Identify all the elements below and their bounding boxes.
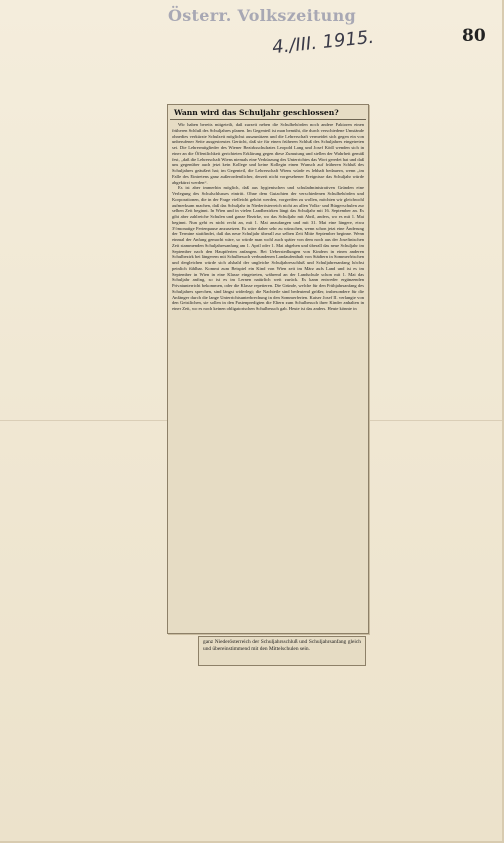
article-paragraph: Wir haben bereits mitgeteilt, daß zurzeit neben die Schulbehörden noch andere Faktoren einen früheren Schluß des Schuljahres planen. Im Gegenteil ist man bemüht, die durch verschiedene Umstände ohnedies verkürzte Schulzeit möglichst auszunützen und die Lehrerschaft vermeidet sich gegen ein von unberufener Seite ausgestreutes Gerücht, daß sie für einen früheren Schluß des Schuljahres eingetreten sei. Die Lehrermitglieder des Wiener Bezirksschulrates Leopold Lang und Josef Ködl wenden sich in einer an die Öffentlichkeit gerichteten Erklärung gegen diese Zumutung und stellen der Wahrheit gemäß fest, „daß die Lehrerschaft Wiens niemals eine Verkürzung des Unterrichtes das Wort geredet hat und daß uns gegenüber auch jetzt kein Kollege und keine Kollegin einen Wunsch auf früheren Schluß des Schuljahres geäußert hat; im Gegenteil, die Lehrerschaft Wiens würde es lebhaft bedauern, wenn „im Falle des Eintretens ganz außerordentlicher, derzeit nicht vorgesehener Ereignisse das Schuljahr würde abgekürzt werden“.	[172, 122, 364, 185]
newspaper-stamp: Österr. Volkszeitung	[168, 6, 357, 25]
article-paragraph: Es ist aber immerhin möglich, daß aus hygienischen und schuladministrativen Gründen eine Verlegung des Schulschlusses eintritt. Ohne dem Gutachten der verschiedenen Schulbehörden und Korporationen, die in der Frage vielleicht gehört werden, vorgreifen zu wollen, möchten wir gleichwohl aufmerksam machen, daß das Schuljahr in Niederösterreich nicht an allen Volks- und Bürgerschulen zur selben Zeit beginnt. In Wien und in vielen Landbezirken längt das Schuljahr mit 16. September an. Es gibt aber zahlreiche Schulen und ganze Bezirke, wo das Schuljahr mit Abril, anders, wo es mit 1. Mai beginnt. Nun geht es nicht recht an, mit 1. Mai anzufangen und mit 31. Mai eine längere, etwa 3½monatige Ferienpause anzusetzen. Es wäre daher sehr zu wünschen, wenn schon jetzt eine Änderung der Termine stattfindet, daß das neue Schuljahr überall zur selben Zeit Mitte September beginne. Wenn einmal der Anfang gemacht wäre, so würde man wohl auch später von dem noch aus der Josefinischen Zeit stammenden Schuljahresanfang am 1. April oder 1. Mai abgehen und überall das neue Schuljahr im September nach den Hauptferien anfangen. Bei Ueberstedlungen von Kindern in einen anderen Schulbezirk bei längerem mit Schulbesuch verbundenen Landaufenthalt von Städtern in Sommerfrischen und dergleichen würde sich alsbald der ungleiche Schuljahresschluß und Schuljahresanfang höchst peinlich fühlbar. Kommt zum Beispiel ein Kind von Wien zeit im März aufs Land und ist es im September in Wien in eine Klasse eingetreten, während an der Landschule schon mit 1. Mai das Schuljahr anfing, so ist es im Lernen natürlich weit zurück. Es kann entweder ergänzenden Privatunterricht bekommen, oder die Klasse repetieren. Die Gründe, welche für den Frühjahrsanfang des Schuljahres sprechen, sind längst widerlegt; die Nachteile sind bedeutend größer, insbesondere für die Anfänger durch die lange Unterrichtsunterbrechung in den Sommerferien. Kaiser Josef II. verlangte von den Geistlichen, sie sollen in den Fastenpredigten die Eltern zum Schulbesuch ihrer Kinder anhalten in einer Zeit, wo es noch keinen obligatorischen Schulbesuch gab. Heute ist das anders. Heute könnte in	[172, 185, 364, 311]
article-body	[168, 121, 368, 312]
handwritten-date: 4./III. 1915.	[271, 26, 375, 59]
newspaper-clipping	[167, 104, 369, 634]
article-headline: Wann wird das Schuljahr geschlossen?	[170, 105, 366, 120]
continuation-text: ganz Niederösterreich der Schuljahrsschluß und Schuljahrsanfang gleich und übereinstimmend mit den Mittelschulen sein.	[203, 639, 361, 653]
page-number: 80	[462, 26, 486, 46]
clipping-continuation	[198, 636, 366, 666]
